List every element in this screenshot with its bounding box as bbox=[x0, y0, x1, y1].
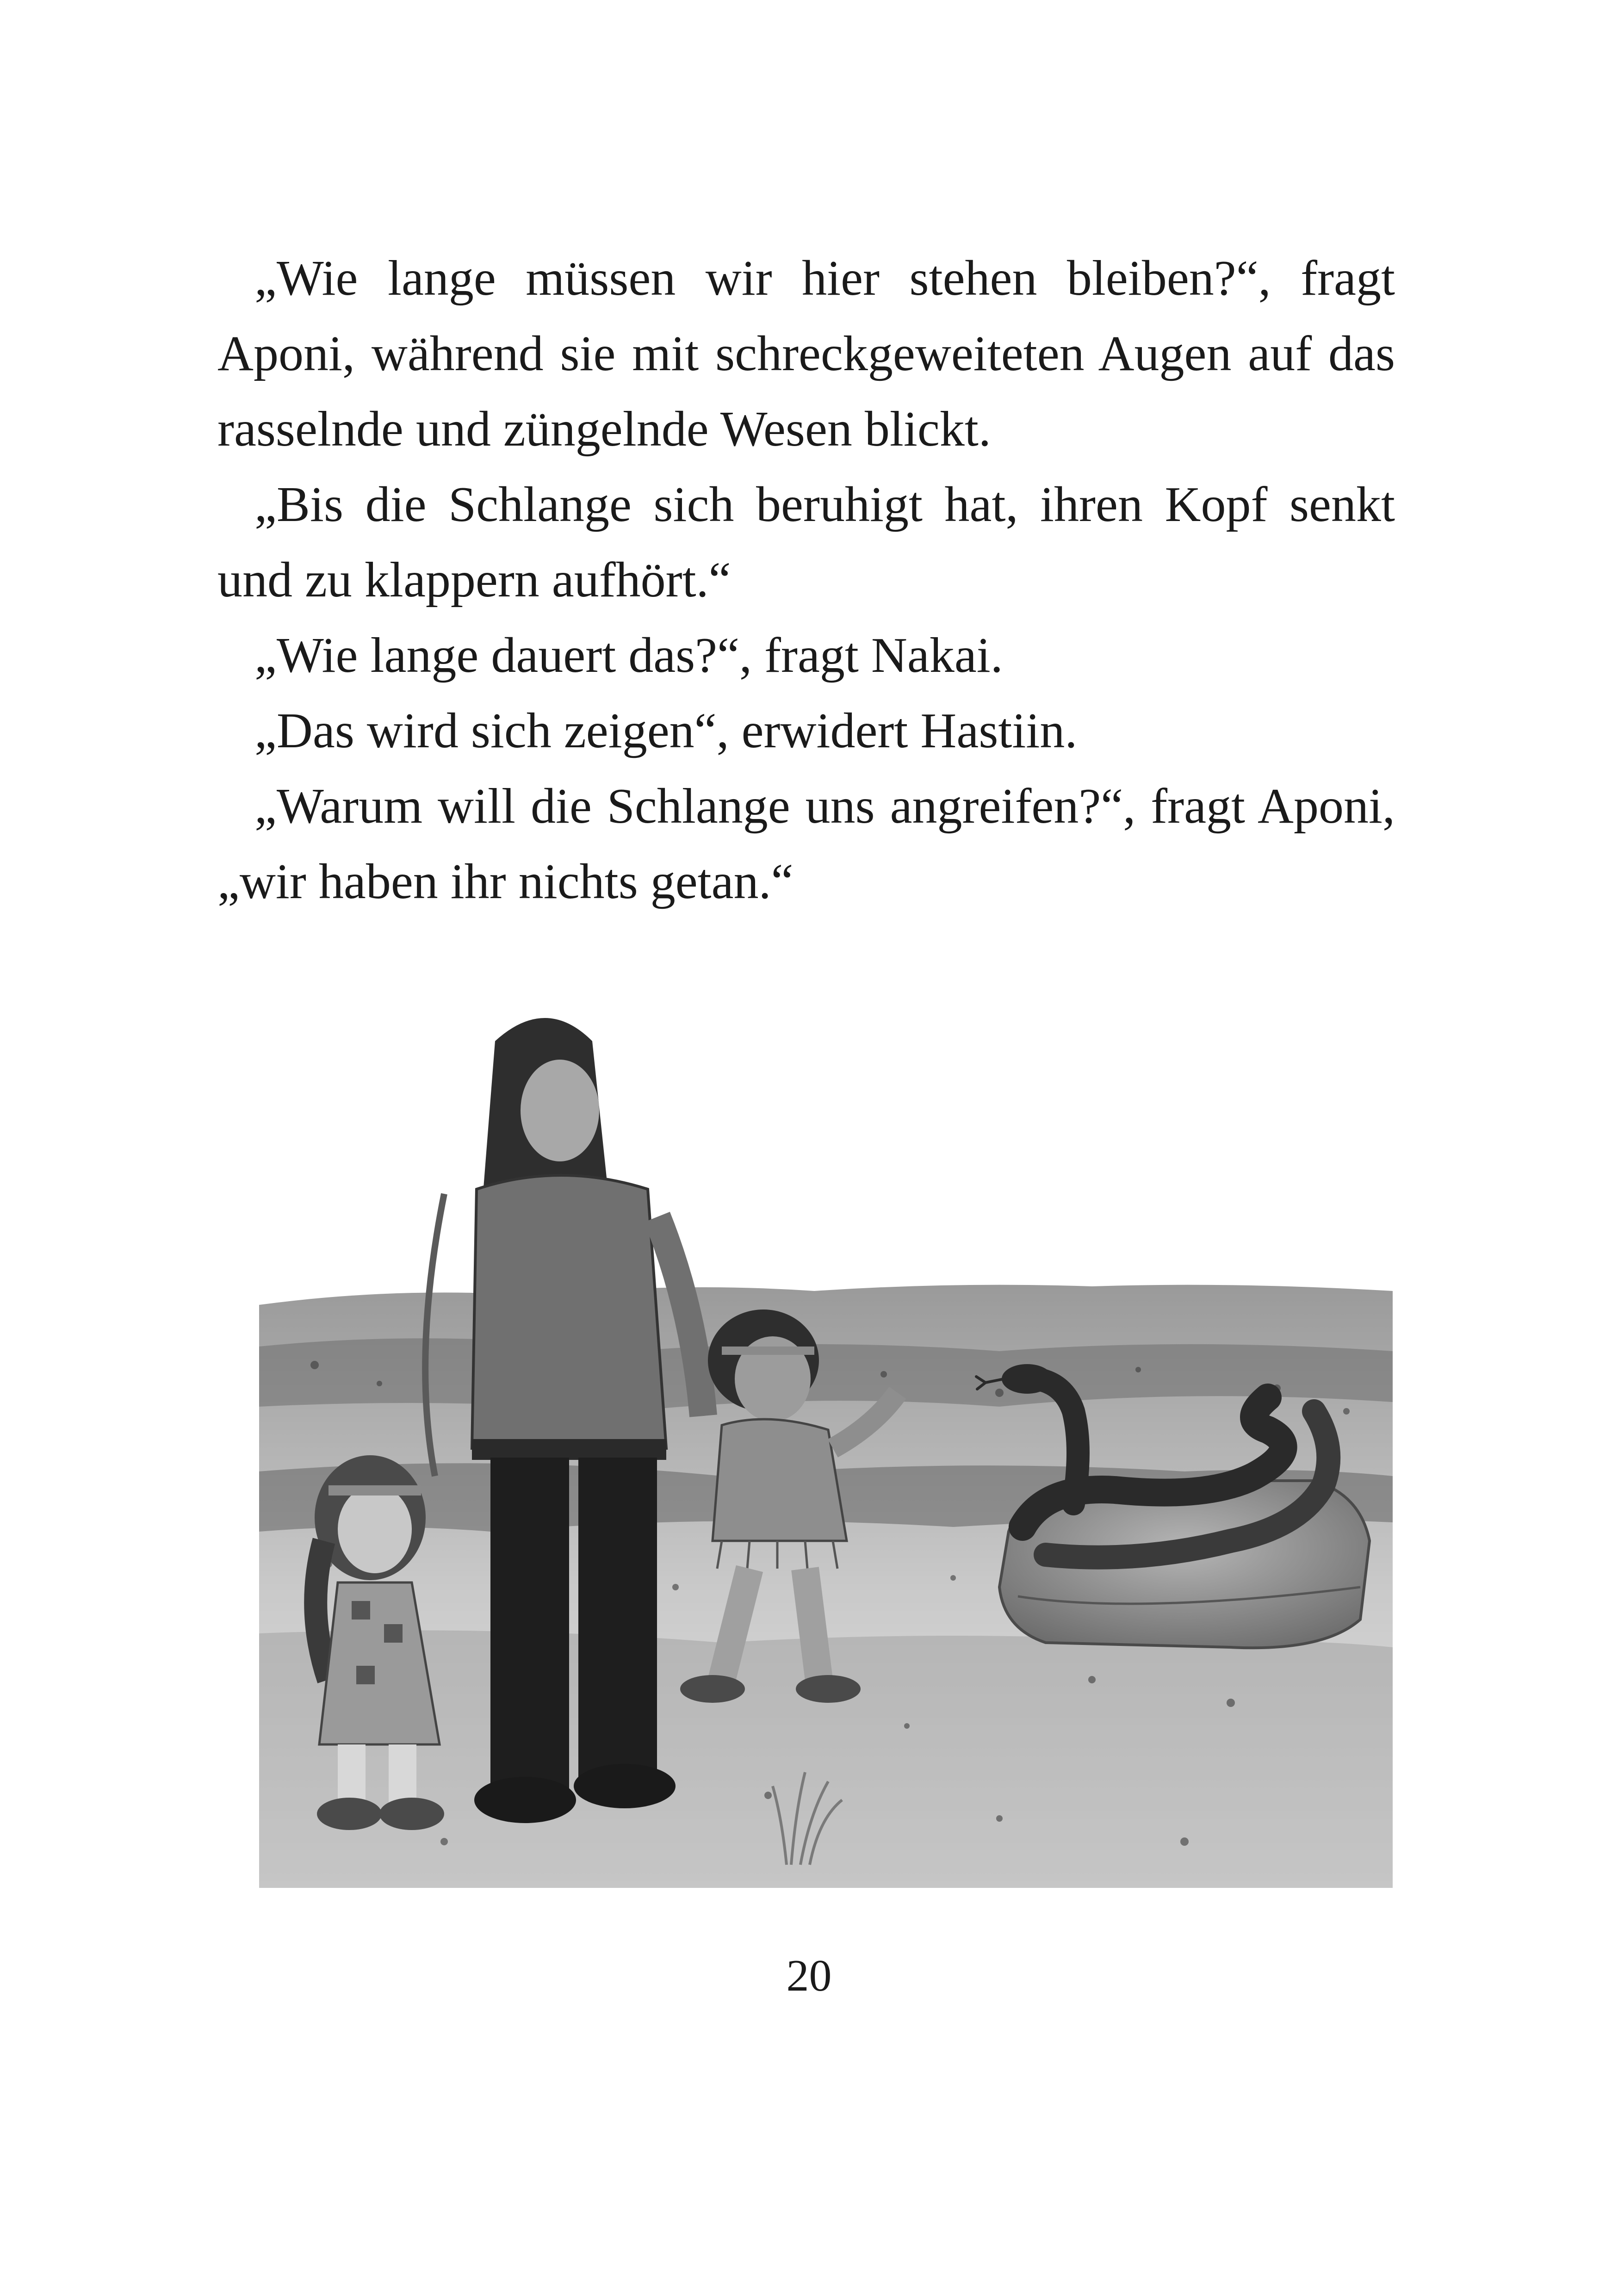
paragraph-2: „Bis die Schlange sich beruhigt hat, ihren Kopf senkt und zu klappern aufhört.“ bbox=[217, 477, 1395, 608]
paragraph-3: „Wie lange dauert das?“, fragt Nakai. bbox=[254, 628, 1003, 683]
paragraph-5: „Warum will die Schlange uns angreifen?“, fragt Aponi, „wir haben ihr nichts getan.“ bbox=[217, 779, 1395, 909]
story-illustration bbox=[259, 986, 1393, 1911]
page-number: 20 bbox=[786, 1951, 832, 2001]
paragraph-1: „Wie lange müssen wir hier stehen bleiben?“, fragt Aponi, während sie mit schreckgeweiteten Augen auf das rasselnde und züngelnde Wesen blickt. bbox=[217, 251, 1395, 457]
story-text bbox=[217, 241, 1395, 919]
paragraph-4: „Das wird sich zeigen“, erwidert Hastiin. bbox=[254, 703, 1078, 758]
